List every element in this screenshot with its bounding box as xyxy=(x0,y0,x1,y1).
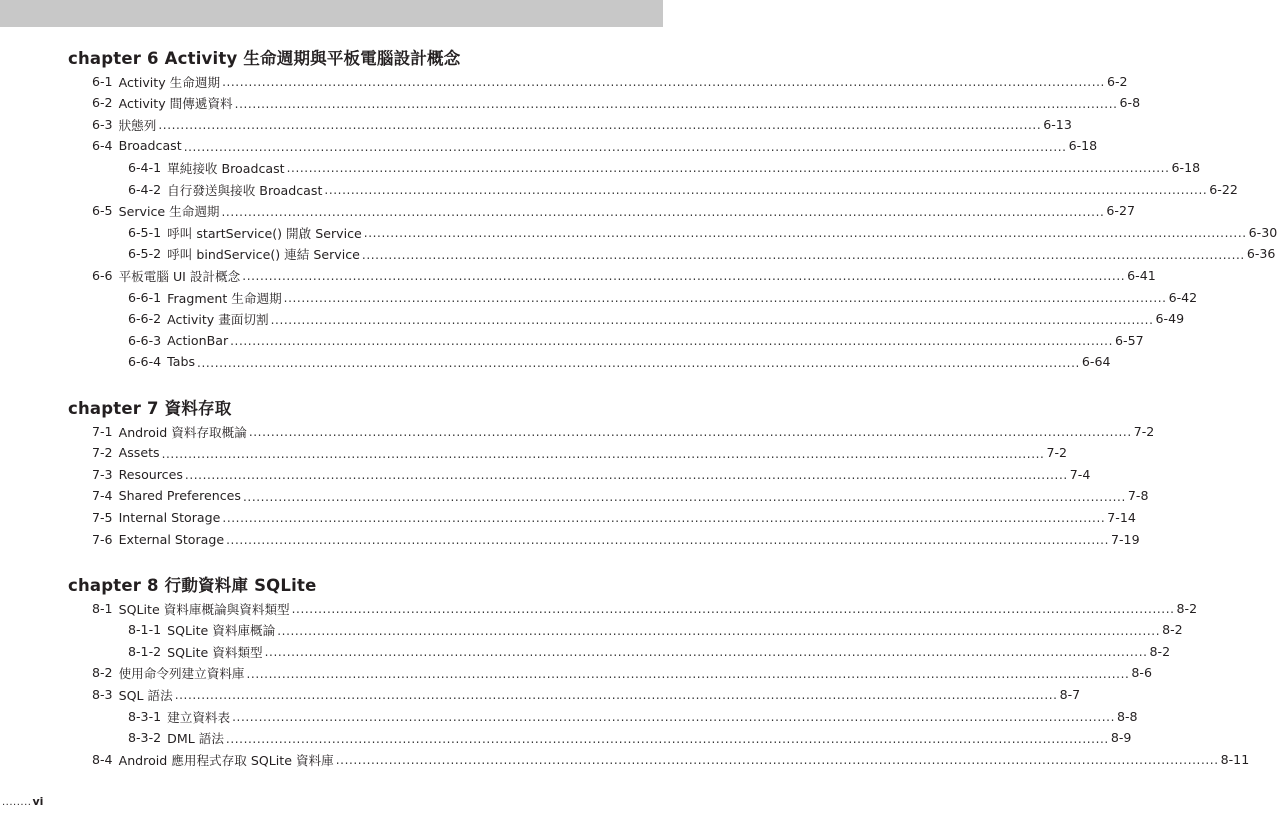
entry-title: Activity 間傳遞資料 xyxy=(118,96,233,112)
toc-subsection-entry[interactable] xyxy=(128,728,1132,748)
entry-title: Internal Storage xyxy=(118,509,221,525)
folio-page-number: vi xyxy=(32,795,44,808)
entry-number: 6-6-2 xyxy=(128,311,162,327)
toc-section-entry[interactable] xyxy=(92,93,1141,113)
toc-section-entry[interactable] xyxy=(92,663,1152,683)
entry-title: Activity 生命週期 xyxy=(118,74,221,90)
entry-page-number: 7-8 xyxy=(1127,488,1149,504)
entry-number: 6-6-1 xyxy=(128,289,162,305)
entry-page-number: 8-2 xyxy=(1149,643,1171,659)
toc-section-entry[interactable] xyxy=(92,507,1136,527)
entry-title: Service 生命週期 xyxy=(118,204,220,220)
dot-leader: ........................................................................................................................................................................................................ xyxy=(197,355,1080,370)
dot-leader: ........................................................................................................................................................................................................ xyxy=(361,247,1245,262)
entry-title: Shared Preferences xyxy=(118,488,241,504)
entry-page-number: 6-8 xyxy=(1119,95,1141,111)
folio-dots: ........ xyxy=(2,797,32,808)
entry-number: 6-5 xyxy=(92,203,113,219)
entry-title: SQL 語法 xyxy=(118,687,173,703)
entry-number: 6-6 xyxy=(92,267,113,283)
entry-title: Fragment 生命週期 xyxy=(167,290,282,306)
dot-leader: ........................................................................................................................................................................................................ xyxy=(184,468,1068,483)
entry-number: 8-3-2 xyxy=(128,730,162,746)
entry-title: 呼叫 startService() 開啟 Service xyxy=(167,225,362,241)
dot-leader: ........................................................................................................................................................................................................ xyxy=(221,204,1105,219)
page-folio xyxy=(2,795,43,808)
entry-page-number: 8-9 xyxy=(1110,730,1132,746)
entry-page-number: 6-30 xyxy=(1248,224,1277,240)
toc-section-entry[interactable] xyxy=(92,684,1081,704)
toc-section-entry[interactable] xyxy=(92,421,1155,441)
entry-title: Android 應用程式存取 SQLite 資料庫 xyxy=(118,752,334,768)
dot-leader: ........................................................................................................................................................................................................ xyxy=(226,533,1109,547)
entry-page-number: 8-8 xyxy=(1117,708,1138,724)
chapter-heading: chapter 7 資料存取 xyxy=(68,399,232,418)
entry-number: 6-3 xyxy=(92,116,113,132)
dot-leader: ........................................................................................................................................................................................................ xyxy=(363,226,1247,241)
entry-title: Assets xyxy=(118,445,160,461)
entry-page-number: 6-18 xyxy=(1171,159,1201,175)
entry-page-number: 7-4 xyxy=(1069,466,1091,482)
entry-number: 7-2 xyxy=(92,445,113,461)
entry-number: 8-1 xyxy=(92,600,113,616)
dot-leader: ........................................................................................................................................................................................................ xyxy=(264,645,1148,660)
entry-number: 8-1-1 xyxy=(128,622,162,638)
entry-number: 6-5-1 xyxy=(128,224,162,240)
entry-title: Tabs xyxy=(167,354,196,370)
entry-number: 8-3 xyxy=(92,686,113,702)
dot-leader: ........................................................................................................................................................................................................ xyxy=(174,688,1058,703)
entry-page-number: 8-2 xyxy=(1162,622,1183,638)
dot-leader: ........................................................................................................................................................................................................ xyxy=(225,731,1109,746)
entry-title: 狀態列 xyxy=(118,117,157,133)
entry-title: 單純接收 Broadcast xyxy=(167,160,285,176)
dot-leader: ........................................................................................................................................................................................................ xyxy=(161,446,1045,461)
toc-subsection-entry[interactable] xyxy=(128,287,1198,307)
entry-page-number: 6-2 xyxy=(1106,73,1128,89)
entry-title: Resources xyxy=(118,466,183,482)
dot-leader: ........................................................................................................................................................................................................ xyxy=(232,710,1115,724)
entry-number: 6-6-4 xyxy=(128,354,162,370)
toc-subsection-entry[interactable] xyxy=(128,620,1183,640)
toc-subsection-entry[interactable] xyxy=(128,706,1138,726)
toc-section-entry[interactable] xyxy=(92,486,1149,506)
toc-subsection-entry[interactable] xyxy=(128,309,1185,329)
entry-page-number: 6-22 xyxy=(1209,181,1238,197)
entry-title: ActionBar xyxy=(167,332,229,348)
dot-leader: ........................................................................................................................................................................................................ xyxy=(291,602,1175,616)
entry-number: 6-6-3 xyxy=(128,332,162,348)
dot-leader: ........................................................................................................................................................................................................ xyxy=(234,96,1118,111)
entry-title: SQLite 資料庫概論 xyxy=(167,623,276,639)
dot-leader: ........................................................................................................................................................................................................ xyxy=(183,139,1067,154)
dot-leader: ........................................................................................................................................................................................................ xyxy=(335,753,1219,768)
toc-subsection-entry[interactable] xyxy=(128,157,1201,177)
entry-title: SQLite 資料類型 xyxy=(167,644,263,660)
entry-page-number: 6-42 xyxy=(1168,289,1198,305)
dot-leader: ........................................................................................................................................................................................................ xyxy=(222,75,1105,89)
toc-subsection-entry[interactable] xyxy=(128,244,1276,264)
entry-page-number: 6-49 xyxy=(1155,311,1185,327)
entry-page-number: 6-18 xyxy=(1068,138,1098,154)
entry-number: 7-4 xyxy=(92,488,113,504)
dot-leader: ........................................................................................................................................................................................................ xyxy=(270,312,1154,327)
dot-leader: ........................................................................................................................................................................................................ xyxy=(243,489,1126,504)
entry-title: Activity 畫面切割 xyxy=(167,312,269,328)
entry-number: 6-5-2 xyxy=(128,246,162,262)
entry-title: 自行發送與接收 Broadcast xyxy=(167,182,323,198)
entry-page-number: 7-19 xyxy=(1111,531,1140,547)
entry-title: 平板電腦 UI 設計概念 xyxy=(118,268,241,284)
entry-number: 7-1 xyxy=(92,423,113,439)
dot-leader: ........................................................................................................................................................................................................ xyxy=(222,511,1106,526)
entry-page-number: 8-2 xyxy=(1176,600,1198,616)
toc-section-entry[interactable] xyxy=(92,201,1135,221)
entry-number: 6-2 xyxy=(92,95,113,111)
entry-number: 6-4-2 xyxy=(128,181,162,197)
entry-title: External Storage xyxy=(118,531,225,547)
entry-title: 呼叫 bindService() 連結 Service xyxy=(167,247,360,263)
entry-number: 8-1-2 xyxy=(128,643,162,659)
entry-page-number: 6-13 xyxy=(1043,116,1072,132)
entry-number: 8-4 xyxy=(92,751,113,767)
toc-subsection-entry[interactable] xyxy=(128,179,1238,199)
entry-number: 8-2 xyxy=(92,665,113,681)
entry-number: 6-4-1 xyxy=(128,159,162,175)
chapter-heading: chapter 6 Activity 生命週期與平板電腦設計概念 xyxy=(68,49,461,68)
toc-subsection-entry[interactable] xyxy=(128,641,1171,661)
dot-leader: ........................................................................................................................................................................................................ xyxy=(286,161,1170,176)
toc-subsection-entry[interactable] xyxy=(128,352,1111,372)
entry-page-number: 6-64 xyxy=(1081,354,1111,370)
toc-section-entry[interactable] xyxy=(92,114,1072,134)
toc-section-entry[interactable] xyxy=(92,71,1128,91)
dot-leader: ........................................................................................................................................................................................................ xyxy=(242,269,1126,284)
dot-leader: ........................................................................................................................................................................................................ xyxy=(324,183,1208,197)
toc-subsection-entry[interactable] xyxy=(128,222,1277,242)
entry-page-number: 8-6 xyxy=(1131,665,1152,681)
entry-title: 使用命令列建立資料庫 xyxy=(118,666,245,682)
dot-leader: ........................................................................................................................................................................................................ xyxy=(158,118,1042,133)
entry-page-number: 6-27 xyxy=(1106,203,1135,219)
entry-title: DML 語法 xyxy=(167,731,224,747)
entry-page-number: 6-41 xyxy=(1127,267,1156,283)
toc-section-entry[interactable] xyxy=(92,265,1156,285)
entry-page-number: 6-57 xyxy=(1115,332,1144,348)
entry-page-number: 6-36 xyxy=(1246,246,1276,262)
toc-section-entry[interactable] xyxy=(92,464,1091,484)
top-gray-band xyxy=(0,0,663,27)
entry-number: 8-3-1 xyxy=(128,708,162,724)
toc-section-entry[interactable] xyxy=(92,136,1098,156)
entry-title: 建立資料表 xyxy=(167,709,231,725)
dot-leader: ........................................................................................................................................................................................................ xyxy=(283,291,1167,305)
entry-number: 7-5 xyxy=(92,509,113,525)
dot-leader: ........................................................................................................................................................................................................ xyxy=(246,666,1130,681)
entry-page-number: 7-14 xyxy=(1107,509,1136,525)
entry-number: 6-4 xyxy=(92,138,113,154)
entry-number: 7-3 xyxy=(92,466,113,482)
entry-page-number: 7-2 xyxy=(1046,445,1068,461)
dot-leader: ........................................................................................................................................................................................................ xyxy=(230,334,1114,349)
entry-page-number: 7-2 xyxy=(1133,423,1155,439)
toc-section-entry[interactable] xyxy=(92,598,1198,618)
entry-number: 7-6 xyxy=(92,531,113,547)
entry-number: 6-1 xyxy=(92,73,113,89)
dot-leader: ........................................................................................................................................................................................................ xyxy=(248,425,1132,439)
entry-title: SQLite 資料庫概論與資料類型 xyxy=(118,601,290,617)
toc-section-entry[interactable] xyxy=(92,749,1250,769)
toc-section-entry[interactable] xyxy=(92,443,1068,463)
entry-page-number: 8-7 xyxy=(1059,686,1081,702)
toc-section-entry[interactable] xyxy=(92,529,1140,549)
entry-title: Broadcast xyxy=(118,138,182,154)
entry-title: Android 資料存取概論 xyxy=(118,424,247,440)
dot-leader: ........................................................................................................................................................................................................ xyxy=(277,623,1161,638)
entry-page-number: 8-11 xyxy=(1220,751,1250,767)
chapter-heading: chapter 8 行動資料庫 SQLite xyxy=(68,576,317,595)
toc-subsection-entry[interactable] xyxy=(128,330,1144,350)
